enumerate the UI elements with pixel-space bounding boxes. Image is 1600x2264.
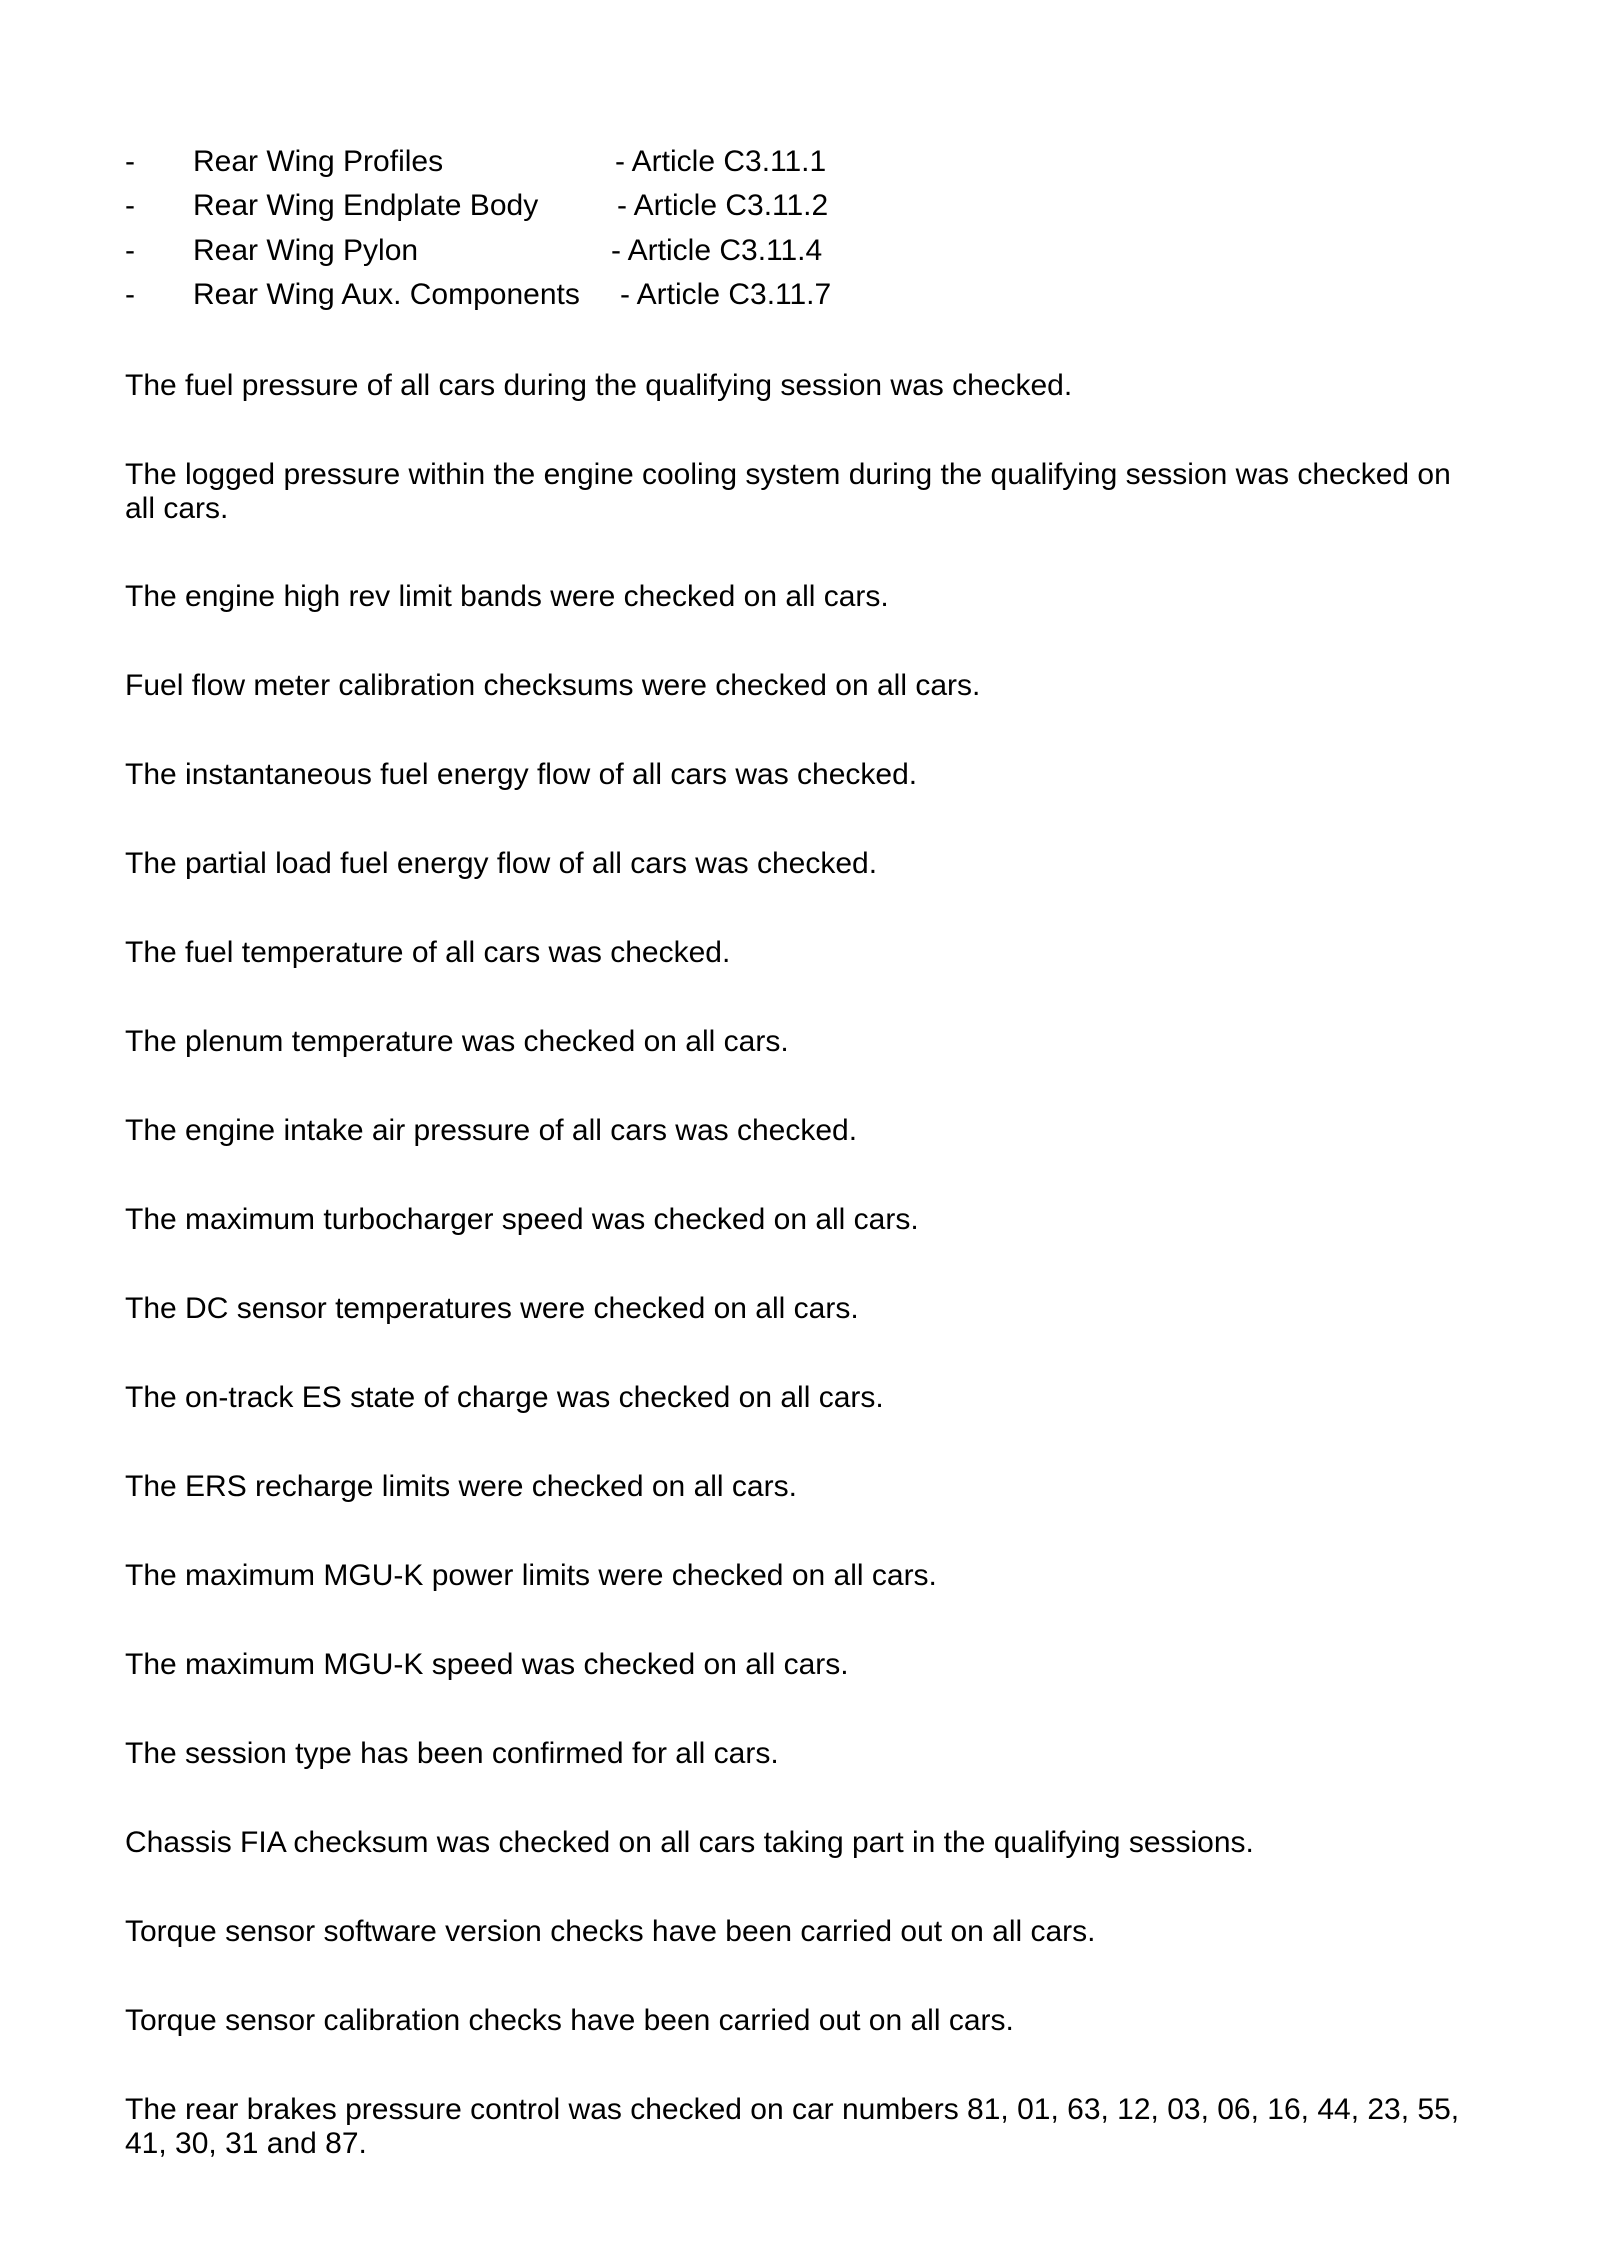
- list-bullet-dash: -: [125, 189, 135, 222]
- paragraph: The engine intake air pressure of all cars was checked.: [125, 1114, 858, 1147]
- list-item-article: - Article C3.11.1: [615, 145, 827, 178]
- paragraph: Chassis FIA checksum was checked on all cars taking part in the qualifying sessions.: [125, 1826, 1254, 1859]
- list-item: [125, 142, 1125, 182]
- paragraph: The maximum MGU-K speed was checked on all cars.: [125, 1648, 849, 1681]
- paragraph: The rear brakes pressure control was checked on car numbers 81, 01, 63, 12, 03, 06, 16, 44, 23, 55, 41, 30, 31 and 87.: [125, 2093, 1460, 2160]
- list-bullet-dash: -: [125, 278, 135, 311]
- paragraph: The instantaneous fuel energy flow of all cars was checked.: [125, 758, 918, 791]
- list-item-article: - Article C3.11.2: [617, 189, 829, 222]
- list-bullet-dash: -: [125, 234, 135, 267]
- paragraph: The on-track ES state of charge was checked on all cars.: [125, 1381, 884, 1414]
- paragraph: The partial load fuel energy flow of all cars was checked.: [125, 847, 878, 880]
- list-item: [125, 275, 1125, 315]
- paragraph: The logged pressure within the engine cooling system during the qualifying session was checked on all cars.: [125, 458, 1451, 525]
- paragraph: The maximum MGU-K power limits were checked on all cars.: [125, 1559, 937, 1592]
- paragraph: The maximum turbocharger speed was checked on all cars.: [125, 1203, 919, 1236]
- paragraph: Torque sensor software version checks have been carried out on all cars.: [125, 1915, 1096, 1948]
- list-item-article: - Article C3.11.7: [620, 278, 832, 311]
- list-item-label: Rear Wing Aux. Components: [193, 278, 580, 311]
- paragraph: The fuel pressure of all cars during the qualifying session was checked.: [125, 369, 1073, 402]
- list-item-label: Rear Wing Profiles: [193, 145, 444, 178]
- list-item-label: Rear Wing Endplate Body: [193, 189, 539, 222]
- list-bullet-dash: -: [125, 145, 135, 178]
- list-item: [125, 231, 1125, 271]
- paragraph: Torque sensor calibration checks have been carried out on all cars.: [125, 2004, 1014, 2037]
- list-item-label: Rear Wing Pylon: [193, 234, 419, 267]
- list-item: [125, 186, 1125, 226]
- paragraph: The engine high rev limit bands were checked on all cars.: [125, 580, 889, 613]
- paragraph: The fuel temperature of all cars was checked.: [125, 936, 731, 969]
- paragraph: The plenum temperature was checked on all cars.: [125, 1025, 789, 1058]
- paragraph: Fuel flow meter calibration checksums were checked on all cars.: [125, 669, 981, 702]
- paragraph: The session type has been confirmed for all cars.: [125, 1737, 779, 1770]
- paragraph: The ERS recharge limits were checked on all cars.: [125, 1470, 797, 1503]
- list-item-article: - Article C3.11.4: [611, 234, 823, 267]
- paragraph: The DC sensor temperatures were checked on all cars.: [125, 1292, 859, 1325]
